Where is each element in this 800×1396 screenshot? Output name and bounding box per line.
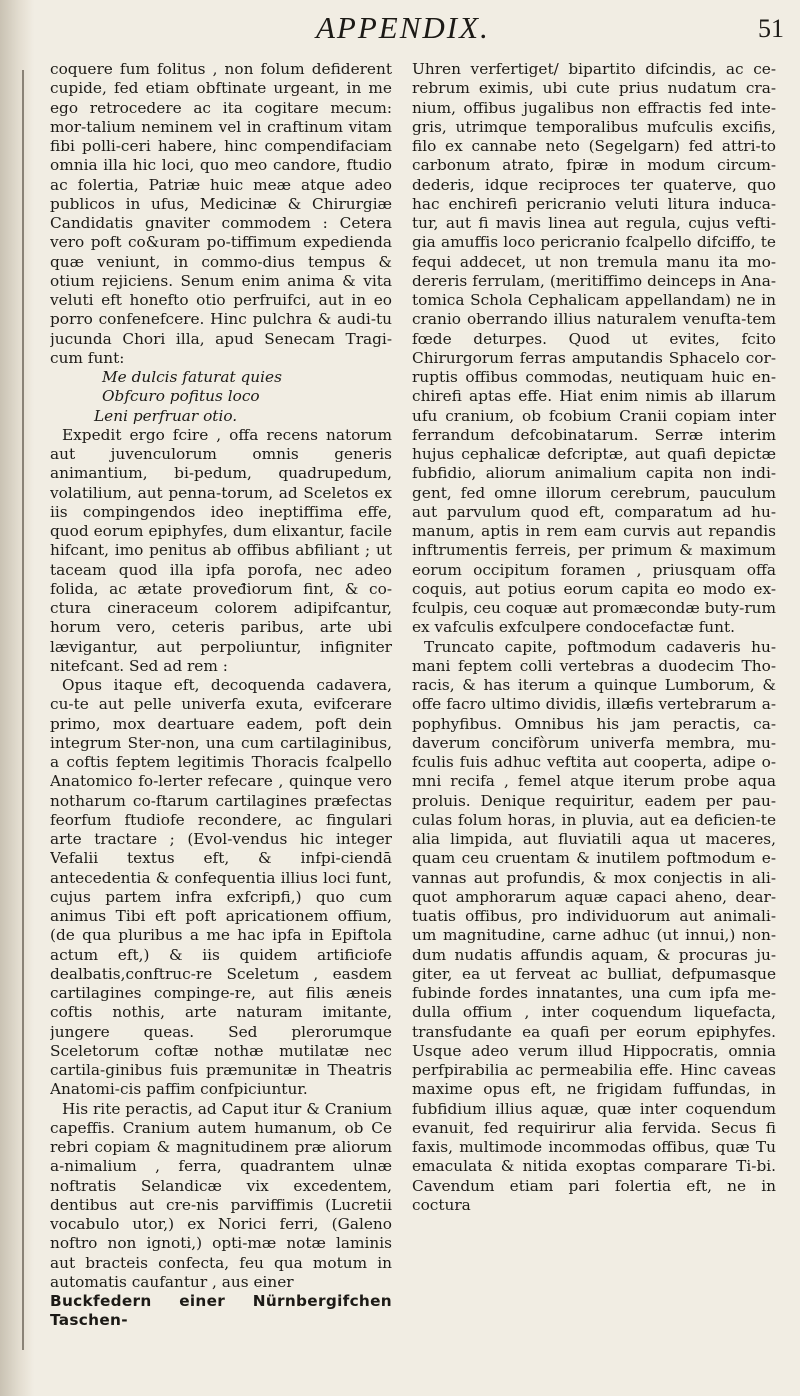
paragraph: Truncato capite, poftmodum cadaveris hu-mani feptem colli vertebras a duodecim Tho-racis, & has iterum a quinque Lumborum, & offe facro ultimo dividis, illæfis vertebrarum a-pophyfibus. Omnibus his jam peractis, ca-daverum concifòrum univerfa membra, mu-fculis fuis adhuc veftita aut cooperta, adipe o-mni recifa , femel atque iterum probe aqua proluis. Denique requiritur, eadem per pau-culas folum horas, in pluvia, aut ea deficien-te alia limpida, aut fluviatili aqua ut maceres, quam ceu cruentam & inutilem poftmodum e-vannas aut profundis, & mox conjectis in ali-quot amphorarum aquæ capaci aheno, dear-tuatis offibus, pro individuorum aut animali-um magnitudine, carne adhuc (ut innui,) non-dum nudatis affundis aquam, & procuras ju-giter, ea ut ferveat ac bulliat, defpumasque fubinde fordes innatantes, una cum ipfa me-dulla offium , inter coquendum liquefacta, transfudante ea quafi per eorum epiphyfes. Usque adeo verum illud Hippocratis, omnia perfpirabilia ac permeabilia effe. Hinc caveas maxime opus eft, ne frigidam fuffundas, in fubfidium illius aquæ, quæ inter coquendum evanuit, fed requirirur alia fervida. Secus fi faxis, multimode incommodas offibus, quæ Tu emaculata & nitida exoptas comparare Ti-bi. Cavendum etiam pari folertia eft, ne in coctura (412, 637, 776, 1214)
verse-line: Me dulcis faturat quies (102, 368, 282, 386)
gutter-fold-line (22, 70, 24, 1350)
paragraph-intro: coquere fum folitus , non folum defiderent cupide, fed etiam obftinate urgeant, in me ego retrocedere ac ita cogitare mecum: mor-talium neminem vel in craftinum vitam fibi polli-ceri habere, hinc compendifaciam omnia illa hic loci, quo meo candore, ftudio ac folertia, Patriæ huic meæ atque adeo publicos in ufus, Medicinæ & Chirurgiæ Candidatis gnaviter commodem : Cetera vero poft co&uram po-tiffimum expedienda quæ veniunt, in commo-dius tempus & otium rejiciens. Senum enim anima & vita veluti eft honefto otio perfruifci, aut in eo porro confenefcere. Hinc pulchra & audi-tu jucunda Chori illa, apud Senecam Tragi-cum funt: (50, 60, 392, 367)
page-number: 51 (758, 14, 784, 43)
right-text-column (412, 60, 776, 1390)
paragraph: Expedit ergo fcire , offa recens natorum aut juvenculorum omnis generis animantium, bi-pedum, quadrupedum, volatilium, aut penna-torum, ad Sceletos ex iis compingendos ideo ineptiffima effe, quod eorum epiphyfes, dum elixantur, facile hifcant, imo penitus ab offibus abfiliant ; ut taceam quod illa ipfa porofa, nec adeo folida, ac ætate proveđiorum fint, & co-ctura cineraceum colorem adipifcantur, horum vero, ceteris paribus, arte ubi lævigantur, aut perpoliuntur, infigniter nitefcant. Sed ad rem : (50, 425, 392, 675)
verse-line: Leni perfruar otio. (94, 406, 238, 425)
paragraph: His rite peractis, ad Caput itur & Cranium capeffis. Cranium autem humanum, ob Ce rebri copiam & magnitudinem præ aliorum a-nimalium , ferra, quadrantem ulnæ noftratis Selandicæ vix excedentem, dentibus aut cre-nis parviffimis (Lucretii vocabulo utor,) ex Norici ferri, (Galeno noftro non ignoti,) opti-mæ notæ laminis aut bracteis confecta, feu qua motum in automatis caufantur , aus einer (50, 1099, 392, 1291)
paragraph-continued: Uhren verfertiget/ bipartito difcindis, ac ce-rebrum eximis, ubi cute prius nudatum cra-nium, offibus jugalibus non effractis fed inte-gris, utrimque temporalibus mufculis excifis, filo ex cannabe neto (Segelgarn) fed attri-to carbonum atrato, fpiræ in modum circum-dederis, idque reciproces ter quaterve, quo hac enchirefi pericranio veluti litura induca-tur, aut fi mavis linea aut regula, cujus vefti-gia amuffis loco pericranio fcalpello difciffo, te fequi addecet, ut non tremula manu ita mo-dereris ferrulam, (meritiffimo deinceps in Ana-tomica Schola Cephalicam appellandam) ne in cranio oberrando illius naturalem venufta-tem fœde deturpes. Quod ut evites, fcito Chirurgorum ferras amputandis Sphacelo cor-ruptis offibus commodas, neutiquam huic en-chirefi aptas effe. Hiat enim nimis ab illarum ufu cranium, ob fcobium Cranii copiam inter ferrandum defcobinatarum. Serræ interim hujus cephalicæ defcriptæ, aut quafi depictæ fubfidio, aliorum animalium capita non indi-gent, fed omne illorum cerebrum, pauculum aut parvulum quod eft, comparatum ad hu-manum, aptis in rem eam curvis aut repandis inftrumentis ferreis, per primum & maximum eorum occipitum foramen , priusquam offa coquis, aut potius eorum capita eo modo ex-fculpis, ceu coquæ aut promæcondæ buty-rum ex vafculis exfculpere condocefactæ funt. (412, 60, 776, 637)
verse-line: Obfcuro pofitus loco (102, 387, 260, 406)
paragraph: Opus itaque eft, decoquenda cadavera, cu-te aut pelle univerfa exuta, evifcerare primo, mox deartuare eadem, poft dein integrum Ster-non, una cum cartilaginibus, a coftis feptem legitimis Thoracis fcalpello Anatomico fo-lerter refecare , quinque vero notharum co-ftarum cartilagines præfectas feorfum ftudiofe recondere, ac fingulari arte tractare ; (Evol-vendus hic integer Vefalii textus eft, & infpi-ciendā antecedentia & confequentia illius loci funt, cujus partem infra exfcripfi,) quo cum animus Tibi eft poft apricationem offium, (de qua pluribus a me hac ipfa in Epiftola actum eft,) & iis quidem artificiofe dealbatis,conftruc-re Sceletum , easdem cartilagines compinge-re, aut filis æneis coftis nothis, arte naturam imitante, jungere queas. Sed plerorumque Sceletorum coftæ nothæ mutilatæ nec cartila-ginibus fuis præmunitæ in Theatris Anatomi-cis paffim confpiciuntur. (50, 676, 392, 1099)
left-text-column (50, 60, 392, 1390)
running-head-title: APPENDIX. (316, 10, 490, 45)
fraktur-line: Buckfedern einer Nürnbergifchen Taschen- (50, 1292, 392, 1330)
running-head (0, 4, 800, 54)
page-gutter (0, 0, 34, 1396)
